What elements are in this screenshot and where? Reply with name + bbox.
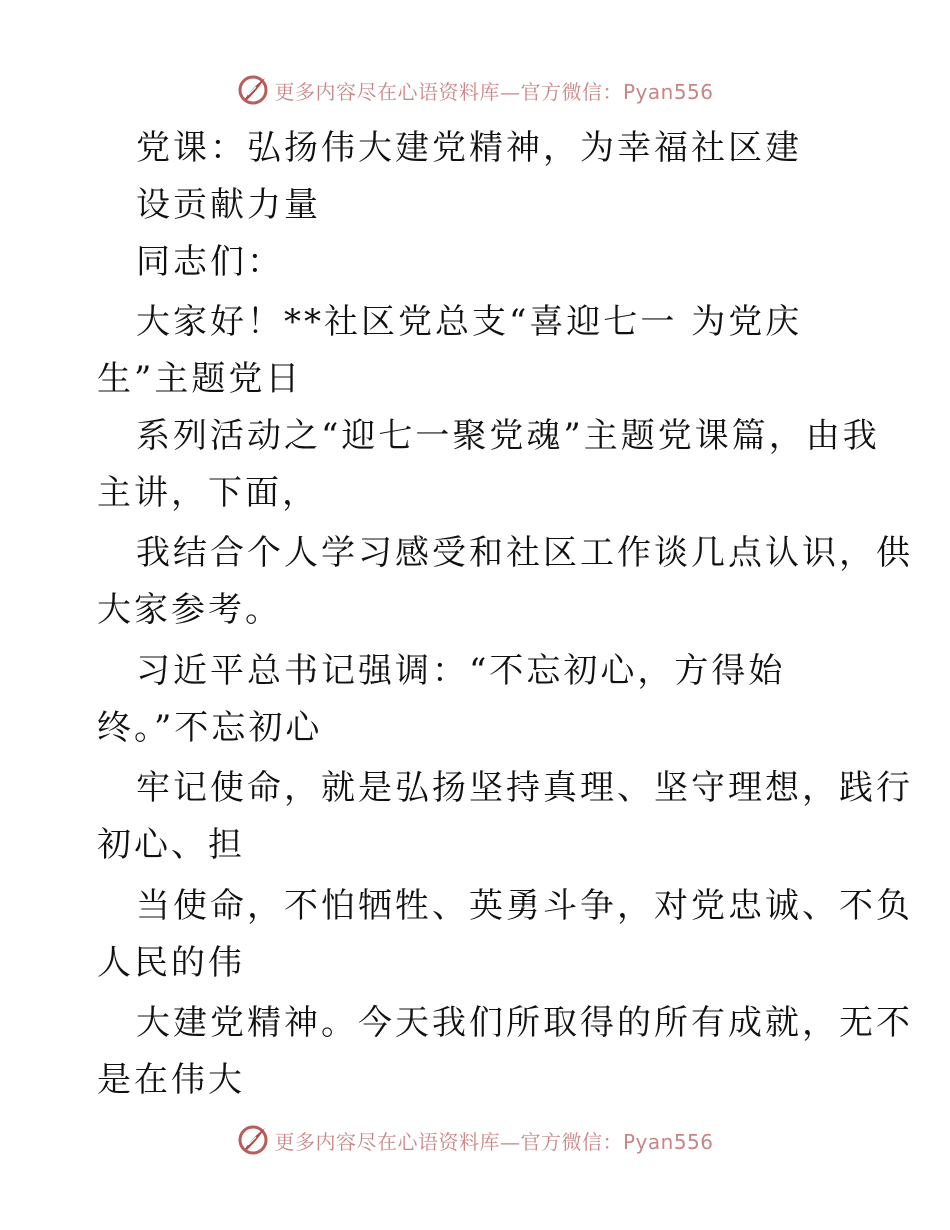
text-line: 生”主题党日: [97, 359, 303, 399]
text-line: 人民的伟: [97, 943, 245, 983]
quill-seal-icon: [236, 1123, 270, 1157]
header-watermark: [0, 68, 950, 112]
footer-watermark: [0, 1118, 950, 1162]
quill-seal-icon: [236, 73, 270, 107]
watermark-text: 更多内容尽在心语资料库—官方微信：Pyan556: [274, 79, 714, 104]
text-line: 初心、担: [97, 825, 245, 865]
text-line: 当使命，不怕牺牲、英勇斗争，对党忠诚、不负: [136, 886, 913, 926]
text-line: 我结合个人学习感受和社区工作谈几点认识，供: [136, 533, 913, 573]
text-line: 设贡献力量: [136, 185, 321, 225]
text-line: 大建党精神。今天我们所取得的所有成就，无不: [136, 1003, 913, 1043]
text-line: 大家好！**社区党总支“喜迎七一 为党庆: [136, 302, 803, 342]
text-line: 党课：弘扬伟大建党精神，为幸福社区建: [136, 128, 802, 168]
text-line: 系列活动之“迎七一聚党魂”主题党课篇，由我: [136, 416, 880, 456]
text-line: 主讲，下面，: [97, 473, 319, 513]
text-line: 习近平总书记强调：“不忘初心，方得始: [136, 651, 786, 691]
text-line: 是在伟大: [97, 1060, 245, 1100]
watermark-wechat-id: Pyan556: [622, 79, 714, 104]
text-line: 大家参考。: [97, 590, 282, 630]
watermark-wechat-id: Pyan556: [622, 1129, 714, 1154]
text-line: 同志们：: [136, 242, 284, 282]
watermark-text: 更多内容尽在心语资料库—官方微信：Pyan556: [274, 1129, 714, 1154]
text-line: 终。”不忘初心: [97, 708, 323, 748]
text-line: 牢记使命，就是弘扬坚持真理、坚守理想，践行: [136, 768, 913, 808]
